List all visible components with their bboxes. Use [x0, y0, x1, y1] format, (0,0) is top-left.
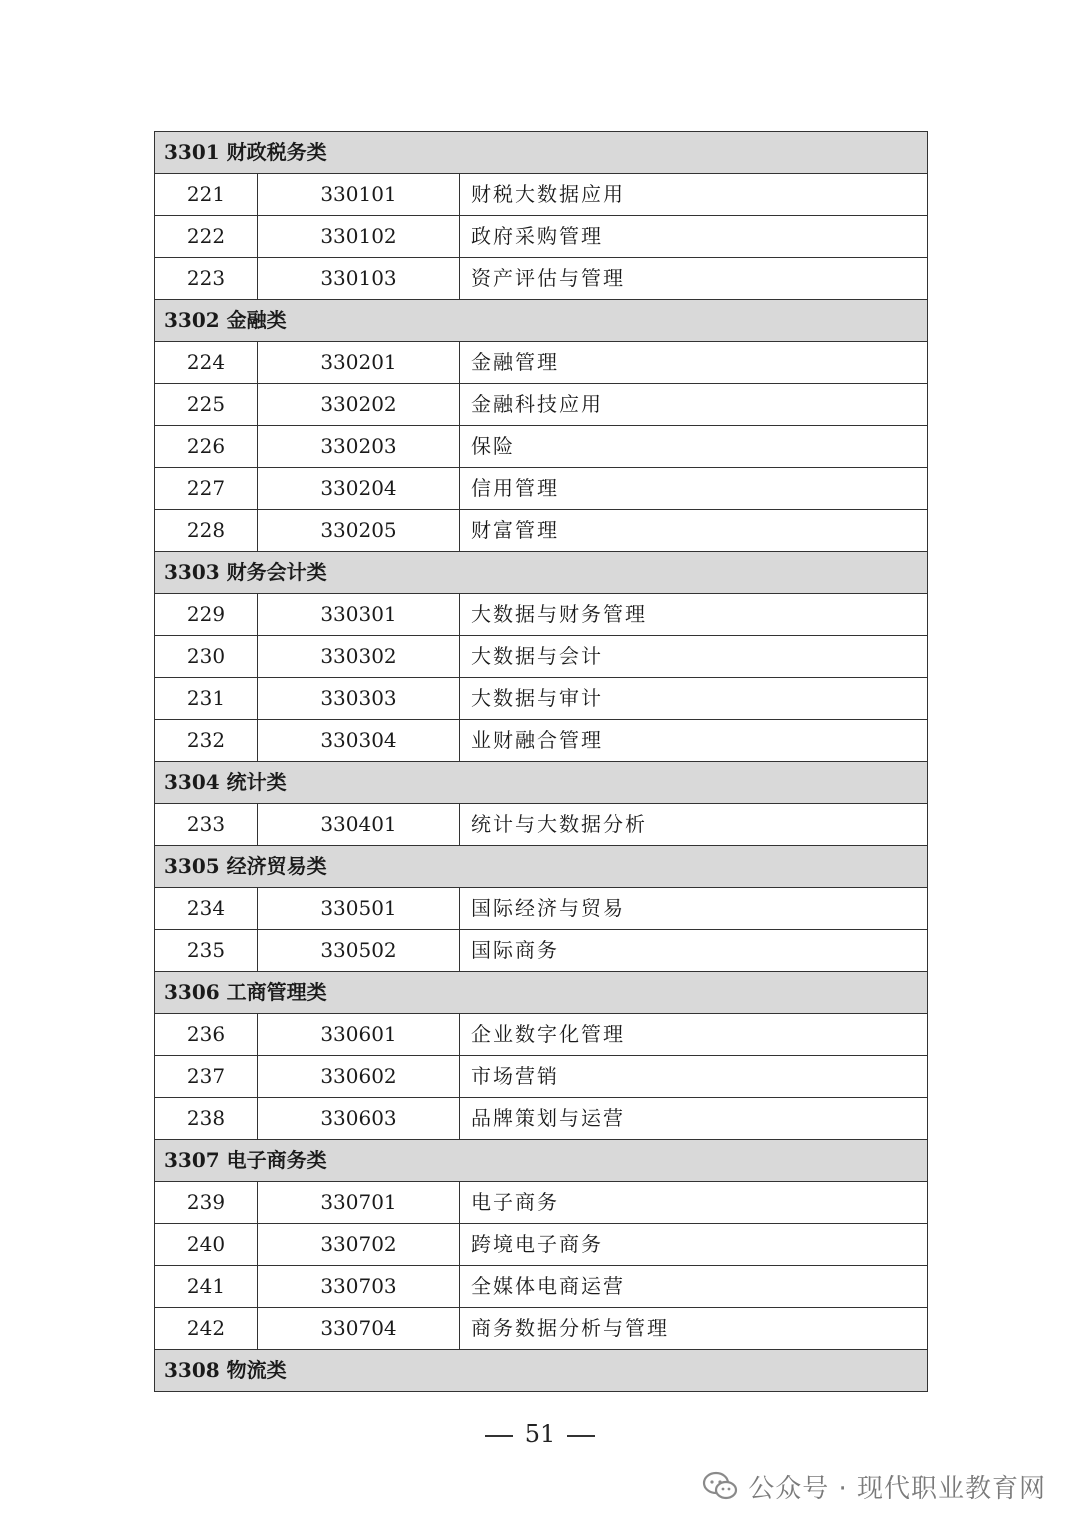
code-cell: 330303	[258, 678, 460, 720]
seq-cell: 235	[155, 930, 258, 972]
seq-cell: 239	[155, 1182, 258, 1224]
table-row	[155, 804, 928, 846]
name-cell: 资产评估与管理	[460, 258, 928, 300]
seq-cell: 230	[155, 636, 258, 678]
category-header-row	[155, 552, 928, 594]
name-cell: 电子商务	[460, 1182, 928, 1224]
code-cell: 330401	[258, 804, 460, 846]
table-row	[155, 1308, 928, 1350]
code-cell: 330302	[258, 636, 460, 678]
code-cell: 330103	[258, 258, 460, 300]
table-row	[155, 594, 928, 636]
table-row	[155, 1224, 928, 1266]
seq-cell: 224	[155, 342, 258, 384]
table-row	[155, 888, 928, 930]
code-cell: 330304	[258, 720, 460, 762]
table-row	[155, 678, 928, 720]
table-row	[155, 1182, 928, 1224]
category-header-row	[155, 1350, 928, 1392]
code-cell: 330301	[258, 594, 460, 636]
seq-cell: 226	[155, 426, 258, 468]
category-header-row	[155, 972, 928, 1014]
name-cell: 财富管理	[460, 510, 928, 552]
seq-cell: 221	[155, 174, 258, 216]
watermark-text: 公众号 · 现代职业教育网	[748, 1473, 1046, 1504]
name-cell: 信用管理	[460, 468, 928, 510]
category-header: 3303 财务会计类	[155, 552, 928, 594]
seq-cell: 234	[155, 888, 258, 930]
page-number-dash-left	[485, 1435, 513, 1437]
name-cell: 品牌策划与运营	[460, 1098, 928, 1140]
watermark	[702, 1466, 1046, 1506]
code-cell: 330102	[258, 216, 460, 258]
page-number-value: 51	[524, 1420, 556, 1448]
table-row	[155, 174, 928, 216]
category-header: 3301 财政税务类	[155, 132, 928, 174]
table-row	[155, 720, 928, 762]
code-cell: 330603	[258, 1098, 460, 1140]
name-cell: 政府采购管理	[460, 216, 928, 258]
category-header-row	[155, 132, 928, 174]
category-header: 3305 经济贸易类	[155, 846, 928, 888]
name-cell: 国际经济与贸易	[460, 888, 928, 930]
seq-cell: 229	[155, 594, 258, 636]
code-cell: 330101	[258, 174, 460, 216]
seq-cell: 231	[155, 678, 258, 720]
code-cell: 330502	[258, 930, 460, 972]
seq-cell: 227	[155, 468, 258, 510]
name-cell: 金融管理	[460, 342, 928, 384]
page-number-dash-right	[567, 1435, 595, 1437]
code-cell: 330601	[258, 1014, 460, 1056]
name-cell: 大数据与审计	[460, 678, 928, 720]
table-row	[155, 1014, 928, 1056]
code-cell: 330703	[258, 1266, 460, 1308]
code-cell: 330202	[258, 384, 460, 426]
seq-cell: 233	[155, 804, 258, 846]
table-row	[155, 636, 928, 678]
category-header: 3304 统计类	[155, 762, 928, 804]
seq-cell: 232	[155, 720, 258, 762]
code-cell: 330702	[258, 1224, 460, 1266]
category-header: 3308 物流类	[155, 1350, 928, 1392]
name-cell: 统计与大数据分析	[460, 804, 928, 846]
code-cell: 330203	[258, 426, 460, 468]
table-row	[155, 510, 928, 552]
code-cell: 330501	[258, 888, 460, 930]
code-cell: 330701	[258, 1182, 460, 1224]
table-row	[155, 258, 928, 300]
wechat-icon	[702, 1471, 738, 1501]
category-header: 3302 金融类	[155, 300, 928, 342]
code-cell: 330602	[258, 1056, 460, 1098]
category-header: 3306 工商管理类	[155, 972, 928, 1014]
table-row	[155, 216, 928, 258]
major-catalog-table	[154, 131, 928, 1392]
seq-cell: 240	[155, 1224, 258, 1266]
table-row	[155, 426, 928, 468]
seq-cell: 228	[155, 510, 258, 552]
table-row	[155, 468, 928, 510]
page-number	[0, 1418, 1080, 1450]
category-header-row	[155, 762, 928, 804]
code-cell: 330201	[258, 342, 460, 384]
seq-cell: 241	[155, 1266, 258, 1308]
seq-cell: 238	[155, 1098, 258, 1140]
name-cell: 大数据与财务管理	[460, 594, 928, 636]
name-cell: 商务数据分析与管理	[460, 1308, 928, 1350]
seq-cell: 225	[155, 384, 258, 426]
name-cell: 金融科技应用	[460, 384, 928, 426]
table-row	[155, 930, 928, 972]
name-cell: 财税大数据应用	[460, 174, 928, 216]
table-row	[155, 1266, 928, 1308]
code-cell: 330704	[258, 1308, 460, 1350]
name-cell: 企业数字化管理	[460, 1014, 928, 1056]
name-cell: 市场营销	[460, 1056, 928, 1098]
name-cell: 大数据与会计	[460, 636, 928, 678]
table-row	[155, 384, 928, 426]
category-header-row	[155, 300, 928, 342]
seq-cell: 236	[155, 1014, 258, 1056]
name-cell: 跨境电子商务	[460, 1224, 928, 1266]
code-cell: 330205	[258, 510, 460, 552]
table-row	[155, 1056, 928, 1098]
category-header-row	[155, 1140, 928, 1182]
name-cell: 业财融合管理	[460, 720, 928, 762]
seq-cell: 242	[155, 1308, 258, 1350]
name-cell: 国际商务	[460, 930, 928, 972]
seq-cell: 223	[155, 258, 258, 300]
table-row	[155, 342, 928, 384]
category-header: 3307 电子商务类	[155, 1140, 928, 1182]
code-cell: 330204	[258, 468, 460, 510]
category-header-row	[155, 846, 928, 888]
seq-cell: 237	[155, 1056, 258, 1098]
name-cell: 全媒体电商运营	[460, 1266, 928, 1308]
table-body	[155, 132, 928, 1392]
table-row	[155, 1098, 928, 1140]
name-cell: 保险	[460, 426, 928, 468]
seq-cell: 222	[155, 216, 258, 258]
